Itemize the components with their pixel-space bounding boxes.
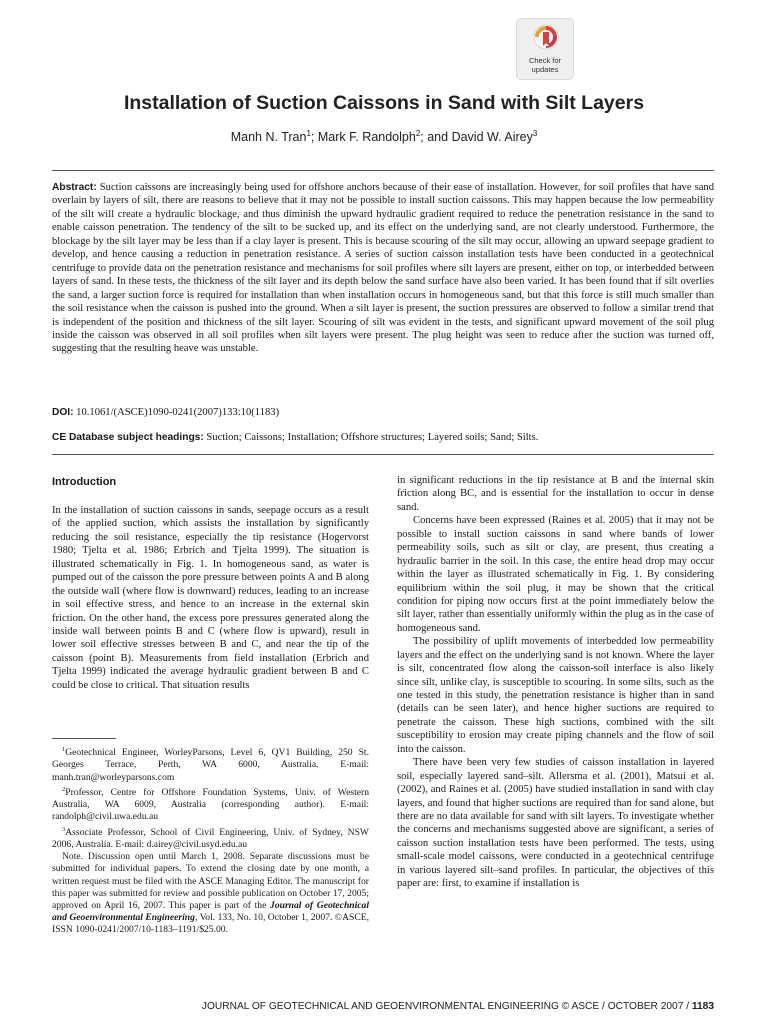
body-paragraph: The possibility of uplift movements of interbedded low permeability layers and the effect on the underlying sand is not known. Where the layer is silt, concentrated flow along the caisson-soil interface is also likely since silt, unlike clay, is susceptible to scouring. In some silts, such as the one tested in this study, the penetration resistance is higher than in sand (details can be seen later), and hence higher suctions are required to penetrate the caisson. These high suctions, combined with the silt susceptibility to erosion may create piping channels and the flow of soil into the caisson. [397,636,714,755]
footer-journal: JOURNAL OF GEOTECHNICAL AND GEOENVIRONMENTAL ENGINEERING © ASCE / OCTOBER 2007 / [201,1001,692,1012]
subject-headings-label: CE Database subject headings: [52,432,204,443]
body-paragraph: In the installation of suction caissons in sands, seepage occurs as a result of the applied suction, which assists the installation by significantly reducing the soil resistance, especially the tip resistance (Hogervorst 1980; Tjelta et al. 1986; Erbrich and Tjelta 1999). The situation is illustrated schematically in Fig. 1. In homogeneous sand, as water is pumped out of the caisson the pore pressure between points A and B along the outside wall (where flow is downward) reduces, leading to an increase in soil effective stress, and hence to an increase in the external skin friction. On the other hand, the excess pore pressures generated along the inside wall between points B and C (where flow is upward), result in lower soil effective stresses between B and C, and near the tip of the caisson (point B). Measurements from field installation (Erbrich and Tjelta 1999) indicated the average hydraulic gradient between B and C could be close to critical. That situation results [52,505,369,691]
header-rule [52,170,714,171]
author-name: David W. Airey [451,130,533,145]
doi-line [52,406,714,419]
author-list: Manh N. Tran$^1$; Mark F. Randolph$^2$; and David W. Airey$^3$ [230,129,538,145]
page-number: 1183 [691,1001,714,1012]
abstract-rule [52,454,714,455]
journal-name: Journal of Geotechnical and Geoenvironmental Engineering [52,900,369,924]
page-footer [202,1001,714,1012]
check-for-updates-badge[interactable] [516,18,574,80]
subject-headings [52,431,714,444]
check-for-updates-icon [533,24,559,54]
author-mark: 1 [306,129,311,138]
discussion-note: Note. Discussion open until March 1, 2008. Separate discussions must be submitted for individual papers. To extend the closing date by one month, a written request must be filed with the ASCE Managing Editor. The manuscript for this paper was submitted for review and possible publication on October 17, 2005; approved on April 16, 2007. This paper is part of the Journal of Geotechnical and Geoenvironmental Engineering, Vol. 133, No. 10, October 1, 2007. ©ASCE, ISSN 1090-0241/2007/10-1183–1191/$25.00. [52,851,369,936]
doi-link[interactable]: 10.1061/(ASCE)1090-0241(2007)133:10(1183) [76,407,280,418]
left-column [52,471,369,692]
author-mark: 3 [532,129,538,138]
body-paragraph: in significant reductions in the tip resistance at B and the internal skin friction along BC, and is essential for the installation to occur in dense sand. [397,475,714,513]
author-name: Mark F. Randolph [317,130,416,145]
right-column [397,474,714,891]
subject-headings-text: Suction; Caissons; Installation; Offshore structures; Layered soils; Sand; Silts. [206,432,539,443]
section-heading-introduction: Introduction [52,476,117,488]
footnote: $^3$Associate Professor, School of Civil Engineering, Univ. of Sydney, NSW 2006, Australia. E-mail: d.airey@civil.usyd.edu.au [52,825,369,850]
footnote-rule [52,738,116,739]
abstract-text: Suction caissons are increasingly being used for offshore anchors because of their ease of installation. However, for soil profiles that have sand overlain by layers of silt, there are reasons to believe that it may not be possible to install suction caissons. This may happen because the low permeability of the silt will create a hydraulic blockage, and thus diminish the upward hydraulic gradient required to reduce the penetration resistance in the sand to enable caisson penetration. The tendency of the silt to be sucked up, and its effect on the underlying sand, are not clearly understood. Furthermore, the blockage by the silt layer may be less than if a clay layer is present. This is because scouring of the silt may occur, allowing an upward seepage gradient to develop, and hence causing a reduction in penetration resistance. A series of suction caisson installation tests have been conducted in a geotechnical centrifuge to provide data on the penetration resistance and mechanisms for soil profiles where silt layers are present, either on top, or interbedded between layers of sand. In these tests, the thickness of the silt layer and its depth below the sand surface have also been varied. It has been found that if silt overlies the sand, a larger suction force is required for installation than when installation occurs in homogeneous sand, but that this force is still much smaller than the soil resistance when the caisson is pushed into the ground. When a silt layer is present, the suction pressures are observed to follow a similar trend that is independent of the position and thickness of the silt layer. Scouring of silt was evident in the tests, and significant upward movement of the soil plug inside the caisson was observed in all soil profiles when silt layers were present. The plug height was seen to reduce after the suction was turned off, suggesting that the resulting heave was unstable. [52,182,714,355]
footnote: $^2$Professor, Centre for Offshore Foundation Systems, Univ. of Western Australia, WA 6009, Australia (corresponding author). E-mail: randolph@civil.uwa.edu.au [52,785,369,823]
footnotes [52,744,369,937]
footnote: $^1$Geotechnical Engineer, WorleyParsons, Level 6, QV1 Building, 250 St. Georges Terrace, Perth, WA 6000, Australia. E-mail: manh.tran@worleyparsons.com [52,746,369,783]
author-name: Manh N. Tran [230,130,307,145]
doi-label: DOI: [52,407,74,418]
body-paragraph: There have been very few studies of caisson installation in layered soil, especially layered sand–silt. Allersma et al. (2001), Matsui et al. (2002), and Raines et al. (2005) have studied installation in sand with clay layers, and found that higher suctions are required than for sand alone, but there are no data available for sand with silt layers. To investigate whether the concerns and mechanisms suggested above are significant, a series of caisson suction installation tests have been performed. The tests, using small-scale model caissons, were conducted in a geotechnical centrifuge in various layered silt–sand profiles. In particular, the objectives of this paper are: first, to examine if installation is [397,757,714,890]
body-paragraph: Concerns have been expressed (Raines et al. 2005) that it may not be possible to install suction caissons in sand where bands of lower permeability soils, such as silt or clay, are present, thus creating a hydraulic barrier in the soil. In this case, the entire head drop may occur within the layer as illustrated schematically in Fig. 1. By considering equilibrium within the soil plug, it may be shown that the critical condition for piping now occurs first at the point immediately below the silt layer, rather than essentially uniformly within the plug as in the case of homogeneous sand. [397,515,714,634]
abstract-label: Abstract: [52,182,97,193]
abstract [52,181,714,356]
author-mark: 2 [415,129,421,138]
paper-title: Installation of Suction Caissons in Sand with Silt Layers [123,92,645,114]
badge-label: Check for updates [528,56,562,74]
